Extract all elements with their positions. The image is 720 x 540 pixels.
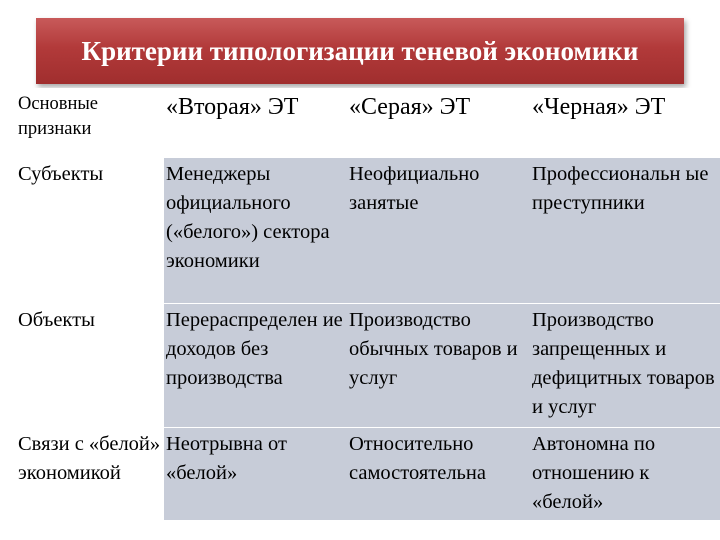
header-grey-economy: «Серая» ЭТ	[347, 88, 530, 158]
table-cell: Производство запрещенных и дефицитных товаров и услуг	[530, 304, 720, 428]
table-cell: Неотрывна от «белой»	[164, 428, 347, 521]
table-cell: Производство обычных товаров и услуг	[347, 304, 530, 428]
table-row	[16, 428, 720, 521]
table-cell: Менеджеры официального («белого») сектора экономики	[164, 158, 347, 304]
header-black-economy: «Черная» ЭТ	[530, 88, 720, 158]
row-label-subjects: Субъекты	[16, 158, 164, 304]
table-cell: Перераспределен ие доходов без производства	[164, 304, 347, 428]
typology-table	[16, 88, 720, 520]
page-title: Критерии типологизации теневой экономики	[81, 35, 639, 66]
title-banner	[36, 18, 684, 84]
table-cell: Неофициально занятые	[347, 158, 530, 304]
header-criteria: Основные признаки	[16, 88, 164, 158]
table-row	[16, 304, 720, 428]
header-second-economy: «Вторая» ЭТ	[164, 88, 347, 158]
row-label-links: Связи с «белой» экономикой	[16, 428, 164, 521]
table-cell: Автономна по отношению к «белой»	[530, 428, 720, 521]
table-header-row	[16, 88, 720, 158]
row-label-objects: Объекты	[16, 304, 164, 428]
table-row	[16, 158, 720, 304]
table-cell: Относительно самостоятельна	[347, 428, 530, 521]
table-cell: Профессиональн ые преступники	[530, 158, 720, 304]
